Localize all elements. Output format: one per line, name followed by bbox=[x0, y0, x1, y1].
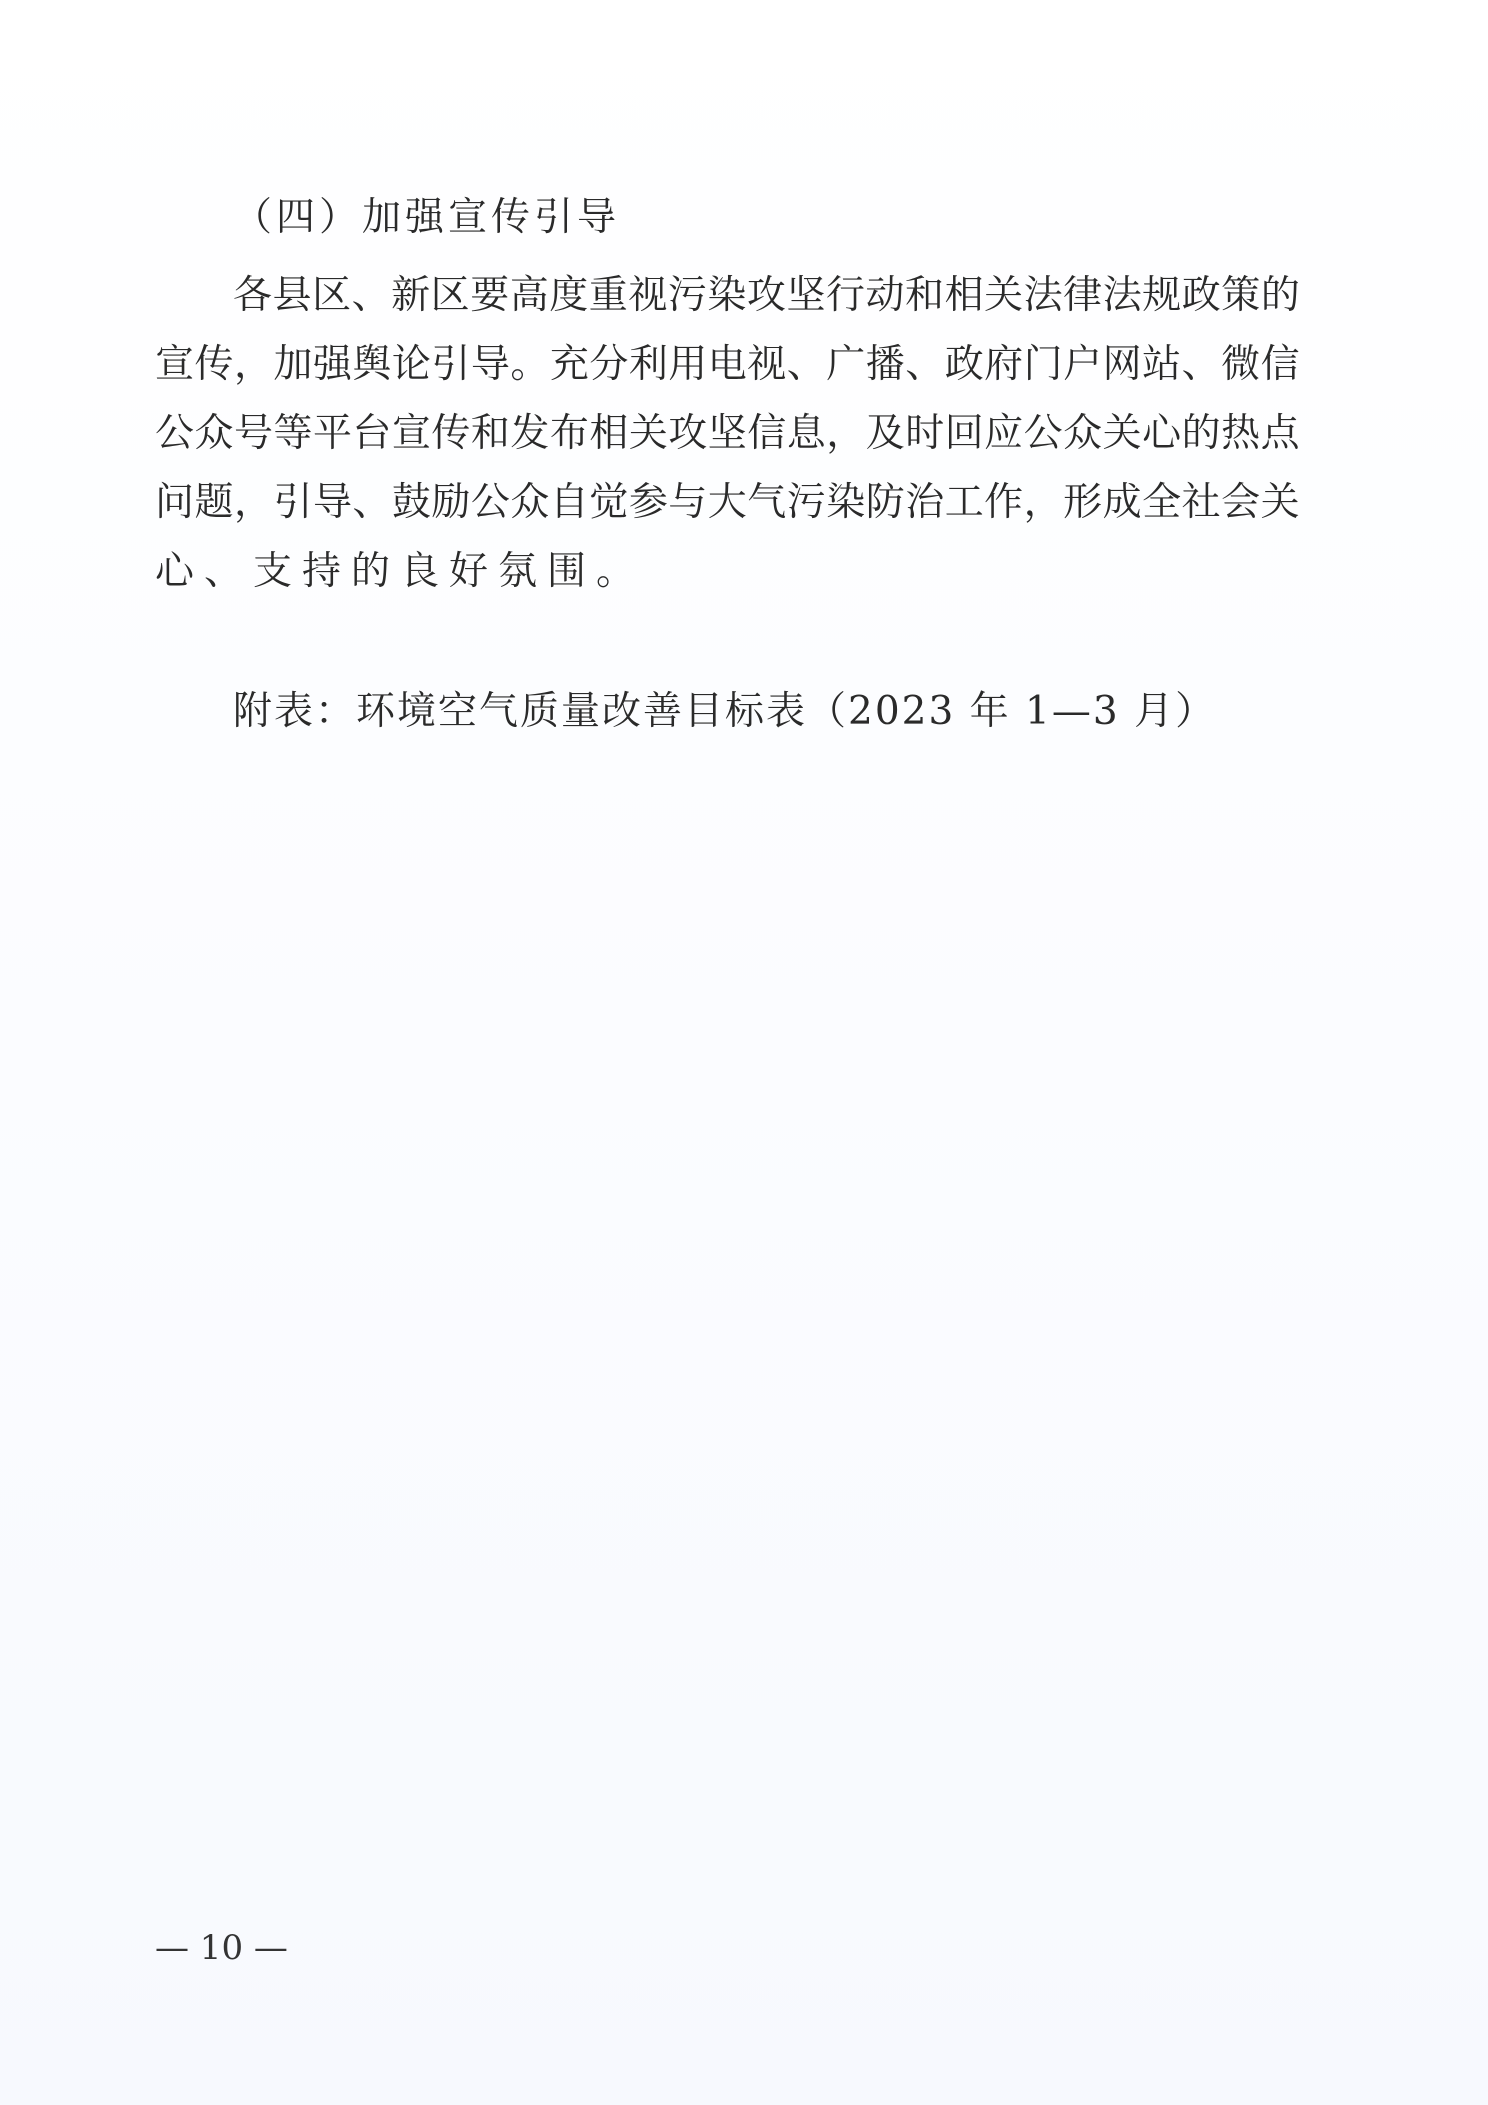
paragraph-line: 公 众 号 等 平 台 宣 传 和 发 布 相 关 攻 坚 信 息 ， 及 时 回 应 公 众 关 心 的 热 点 bbox=[155, 411, 1300, 456]
paragraph-line: 问 题 ， 引 导 、 鼓 励 公 众 自 觉 参 与 大 气 污 染 防 治 工 作 ， 形 成 全 社 会 关 bbox=[155, 480, 1300, 525]
body-paragraph bbox=[155, 261, 1300, 606]
section-heading: （四）加强宣传引导 bbox=[233, 195, 621, 240]
attachment-note: 附表：环境空气质量改善目标表（2023 年 1—3 月） bbox=[233, 689, 1217, 734]
paragraph-line: 各 县 区 、 新 区 要 高 度 重 视 污 染 攻 坚 行 动 和 相 关 法 律 法 规 政 策 的 bbox=[233, 273, 1300, 318]
paragraph-line: 心、支持的良好氛围。 bbox=[155, 549, 646, 594]
paragraph-line: 宣 传 ， 加 强 舆 论 引 导 。 充 分 利 用 电 视 、 广 播 、 政 府 门 户 网 站 、 微 信 bbox=[155, 342, 1300, 387]
page-number: — 10 — bbox=[155, 1928, 288, 1968]
